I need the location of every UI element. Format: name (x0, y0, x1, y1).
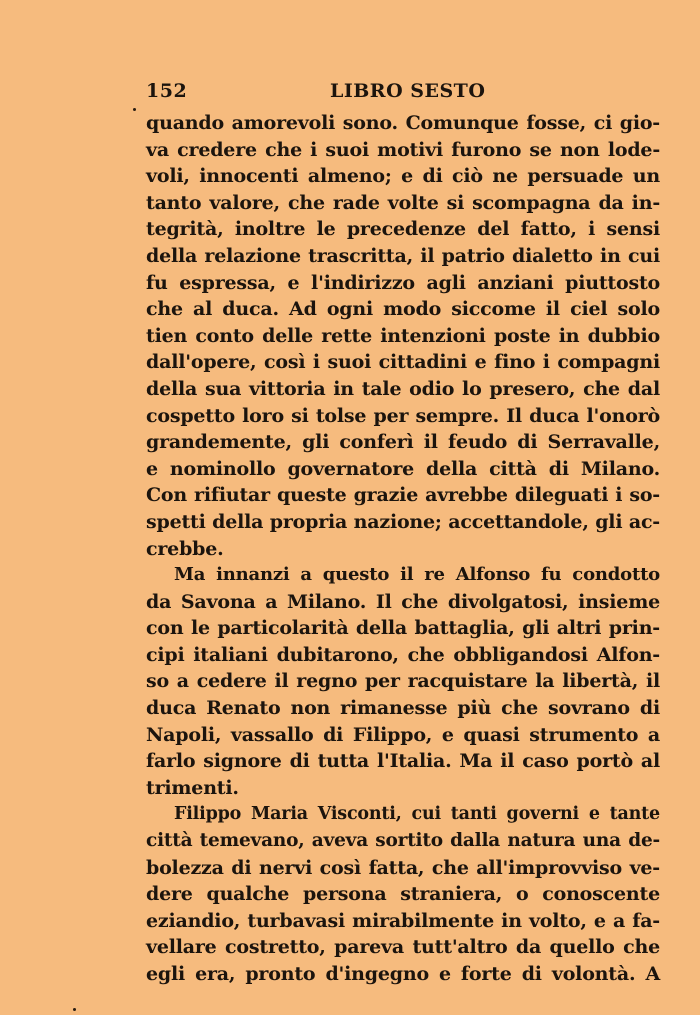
text-line: città temevano, aveva sortito dalla natura una de- (146, 830, 660, 852)
text-line: fu espressa, e l'indirizzo agli anziani piuttosto (146, 271, 660, 294)
text-line: Con rifiutar queste grazie avrebbe dileguati i so- (146, 484, 660, 507)
text-line: tien conto delle rette intenzioni poste in dubbio (146, 324, 660, 347)
text-line: bolezza di nervi così fatta, che all'improvviso ve- (146, 856, 660, 879)
running-title: LIBRO SESTO (330, 80, 486, 102)
text-line: con le particolarità della battaglia, gli altri prin- (146, 617, 660, 640)
text-line: Ma innanzi a questo il re Alfonso fu condotto (174, 564, 660, 586)
text-line: cipi italiani dubitarono, che obbligandosi Alfon- (146, 643, 660, 666)
text-line: crebbe. (146, 537, 224, 560)
text-line: voli, innocenti almeno; e di ciò ne persuade un (146, 165, 660, 188)
text-line: che al duca. Ad ogni modo siccome il ciel solo (146, 298, 660, 321)
page-header (146, 80, 660, 106)
text-line: vellare costretto, pareva tutt'altro da quello che (146, 936, 660, 959)
text-line: tanto valore, che rade volte si scompagna da in- (146, 191, 660, 214)
text-line: so a cedere il regno per racquistare la libertà, il (146, 670, 660, 693)
text-line: dall'opere, così i suoi cittadini e fino i compagni (146, 351, 660, 374)
text-line: grandemente, gli conferì il feudo di Serravalle, (146, 431, 660, 454)
text-line: Napoli, vassallo di Filippo, e quasi strumento a (146, 723, 660, 746)
page-number: 152 (146, 80, 188, 102)
text-line: dere qualche persona straniera, o conoscente (146, 883, 660, 906)
text-line: da Savona a Milano. Il che divolgatosi, insieme (146, 590, 660, 613)
text-line: della sua vittoria in tale odio lo presero, che dal (146, 377, 660, 400)
text-line: trimenti. (146, 776, 239, 799)
text-line: va credere che i suoi motivi furono se non lode- (146, 138, 660, 161)
text-line: cospetto loro si tolse per sempre. Il duca l'onorò (146, 404, 660, 427)
text-line: duca Renato non rimanesse più che sovrano di (146, 697, 660, 720)
text-line: tegrità, inoltre le precedenze del fatto, i sensi (146, 218, 660, 241)
text-line: eziandio, turbavasi mirabilmente in volto, e a fa- (146, 909, 660, 932)
body-text (146, 110, 660, 988)
text-line: e nominollo governatore della città di Milano. (146, 457, 660, 480)
ink-speck (73, 1008, 76, 1011)
text-line: quando amorevoli sono. Comunque fosse, ci gio- (146, 112, 660, 134)
ink-speck (133, 108, 136, 111)
text-line: egli era, pronto d'ingegno e forte di volontà. A (146, 963, 660, 985)
text-line: farlo signore di tutta l'Italia. Ma il caso portò al (146, 750, 660, 773)
text-line: della relazione trascritta, il patrio dialetto in cui (146, 244, 660, 267)
text-line: spetti della propria nazione; accettandole, gli ac- (146, 510, 660, 533)
text-line: Filippo Maria Visconti, cui tanti governi e tante (174, 804, 660, 825)
